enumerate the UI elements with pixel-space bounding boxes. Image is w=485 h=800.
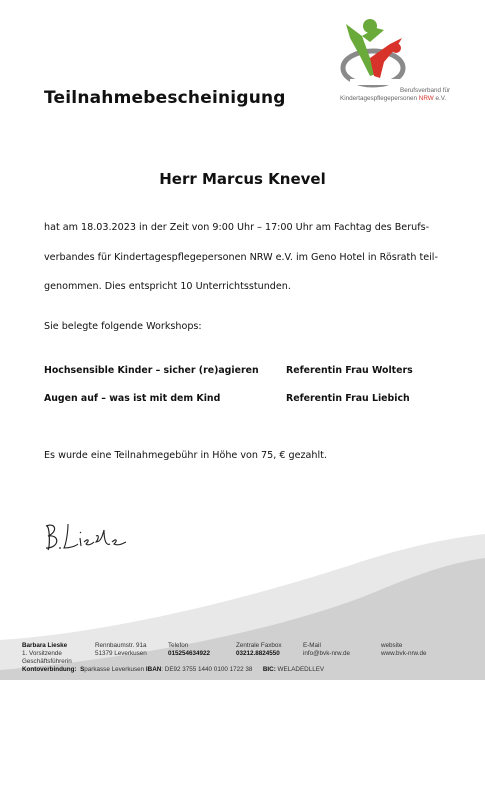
workshop-2-speaker: Referentin Frau Liebich	[286, 393, 410, 404]
footer-web-link[interactable]: www.bvk-nrw.de	[381, 650, 427, 657]
document-title: Teilnahmebescheinigung	[44, 88, 286, 108]
footer-email-link[interactable]: info@bvk-nrw.de	[303, 650, 350, 657]
footer-role-1: 1. Vorsitzende	[22, 650, 62, 657]
fee-statement: Es wurde eine Teilnahmegebühr in Höhe von 75, € gezahlt.	[44, 450, 327, 461]
workshop-1-title: Hochsensible Kinder – sicher (re)agieren	[44, 365, 259, 376]
org-name-line2: Kindertagespflegepersonen NRW e.V.	[340, 95, 447, 102]
footer-email-label: E-Mail	[303, 642, 321, 649]
footer-web-label: website	[381, 642, 403, 649]
workshop-1-speaker: Referentin Frau Wolters	[286, 365, 413, 376]
footer-role-2: Geschäftsführerin	[22, 658, 72, 665]
footer-city: 51379 Leverkusen	[95, 650, 147, 657]
signature	[40, 518, 130, 558]
body-line-2: verbandes für Kindertagespflegepersonen NRW e.V. im Geno Hotel in Rösrath teil-	[44, 252, 438, 263]
logo-green-head	[363, 19, 377, 33]
org-name-line1: Berufsverband für	[400, 87, 451, 94]
footer-phone-label: Telefon	[168, 642, 189, 649]
footer-bank-row: Kontoverbindung: Sparkasse Leverkusen IBAN: DE92 3755 1440 0100 1722 38 BIC: WELADEDLLEV	[22, 666, 325, 673]
body-line-1: hat am 18.03.2023 in der Zeit von 9:00 Uhr – 17:00 Uhr am Fachtag des Berufs-	[44, 222, 430, 233]
workshops-intro: Sie belegte folgende Workshops:	[44, 321, 202, 332]
body-line-3: genommen. Dies entspricht 10 Unterrichtsstunden.	[44, 281, 291, 292]
footer-street: Rennbaumstr. 91a	[95, 642, 147, 649]
footer-fax: 03212.8824550	[236, 650, 280, 657]
recipient-name: Herr Marcus Knevel	[159, 170, 326, 188]
workshop-2-title: Augen auf – was ist mit dem Kind	[44, 393, 221, 404]
footer-phone: 015254634922	[168, 650, 211, 657]
footer-fax-label: Zentrale Faxbox	[236, 642, 282, 649]
footer-name: Barbara Lieske	[22, 642, 68, 649]
logo-red-head	[391, 43, 401, 53]
